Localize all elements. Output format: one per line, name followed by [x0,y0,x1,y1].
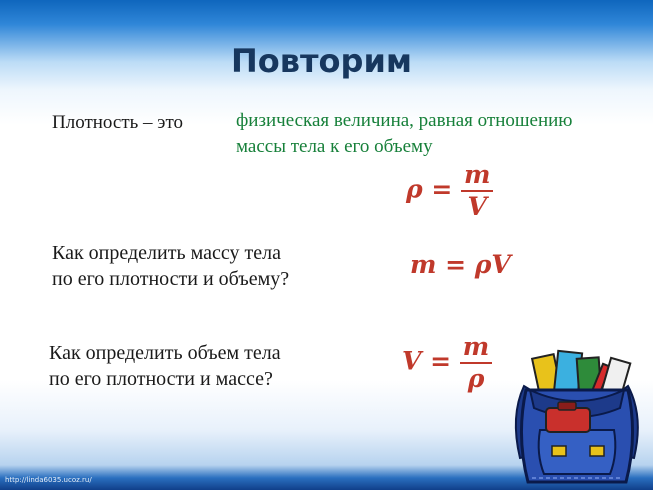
volume-formula-lhs: V [402,346,422,376]
definition-line-1: физическая величина, равная отношению [236,110,573,131]
question-volume-line-1: Как определить объем тела [49,342,281,364]
slide-title: Повторим [230,42,413,80]
volume-formula-denominator: ρ [467,364,485,393]
question-mass-line-2: по его плотности и объему? [52,268,290,290]
question-mass [52,240,289,292]
question-mass-line-1: Как определить массу тела [52,242,281,264]
density-formula-fraction [461,160,493,222]
definition-line-2: массы тела к его объему [236,136,433,157]
density-formula-lhs: ρ [406,174,423,204]
volume-formula-fraction [460,332,492,394]
density-formula-numerator: m [461,160,493,192]
backpack-with-school-supplies-icon [506,346,648,486]
definition-text [236,108,646,160]
footer-url: http://linda6035.ucoz.ru/ [5,476,92,484]
volume-formula-numerator: m [460,332,492,364]
mass-formula: m = ρV [410,250,511,279]
volume-formula-eq: = [430,346,452,376]
density-formula [406,160,493,222]
density-formula-eq: = [431,174,453,204]
volume-formula [402,332,492,394]
density-formula-denominator: V [467,192,487,221]
question-volume [49,340,281,392]
question-volume-line-2: по его плотности и массе? [49,368,273,390]
definition-term: Плотность – это [52,112,184,133]
